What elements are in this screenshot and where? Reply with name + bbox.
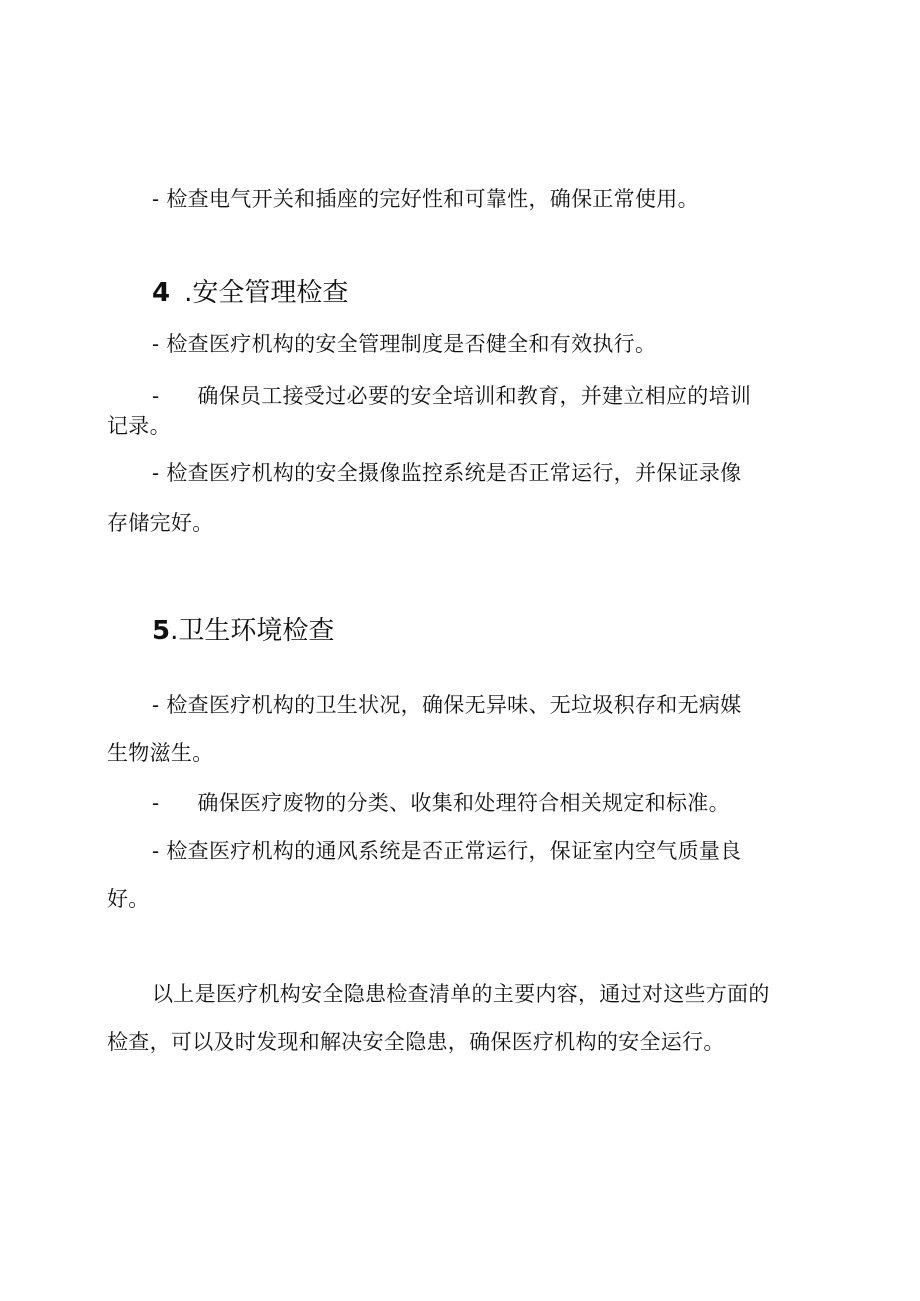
summary-line-2: 检查，可以及时发现和解决安全隐患，确保医疗机构的安全运行。 [107, 1030, 725, 1054]
section-5-number: 5 [152, 616, 171, 646]
section-4-item-3-line-1: - 检查医疗机构的安全摄像监控系统是否正常运行，并保证录像 [152, 461, 742, 485]
section-5-item-1-line-2: 生物滋生。 [107, 741, 214, 765]
summary-line-1: 以上是医疗机构安全隐患检查清单的主要内容，通过对这些方面的 [152, 982, 770, 1006]
section-4-item-3-line-2: 存储完好。 [107, 511, 214, 535]
section-4-item-2-line-2: 记录。 [107, 414, 171, 438]
section-4-item-1: - 检查医疗机构的安全管理制度是否健全和有效执行。 [152, 332, 657, 356]
section-5-item-3-line-1: - 检查医疗机构的通风系统是否正常运行，保证室内空气质量良 [152, 839, 742, 863]
section-4-heading [152, 276, 348, 310]
section-5-title: .卫生环境检查 [170, 616, 335, 646]
section-5-item-3-line-2: 好。 [107, 887, 150, 911]
section-4-item-2-text: 确保员工接受过必要的安全培训和教育，并建立相应的培训 [197, 384, 752, 408]
section-5-item-2-dash: - [152, 791, 160, 815]
section-4-item-2-line-1 [152, 381, 751, 411]
section-4-number: 4 [152, 278, 171, 308]
section-5-item-1-line-1: - 检查医疗机构的卫生状况，确保无异味、无垃圾积存和无病媒 [152, 693, 742, 717]
section-4-title: .安全管理检查 [184, 278, 349, 308]
section-5-item-2 [152, 788, 730, 818]
electric-check-item: - 检查电气开关和插座的完好性和可靠性，确保正常使用。 [152, 187, 699, 211]
section-4-item-2-dash: - [152, 384, 160, 408]
section-5-heading [152, 614, 334, 648]
section-5-item-2-text: 确保医疗废物的分类、收集和处理符合相关规定和标准。 [197, 791, 730, 815]
